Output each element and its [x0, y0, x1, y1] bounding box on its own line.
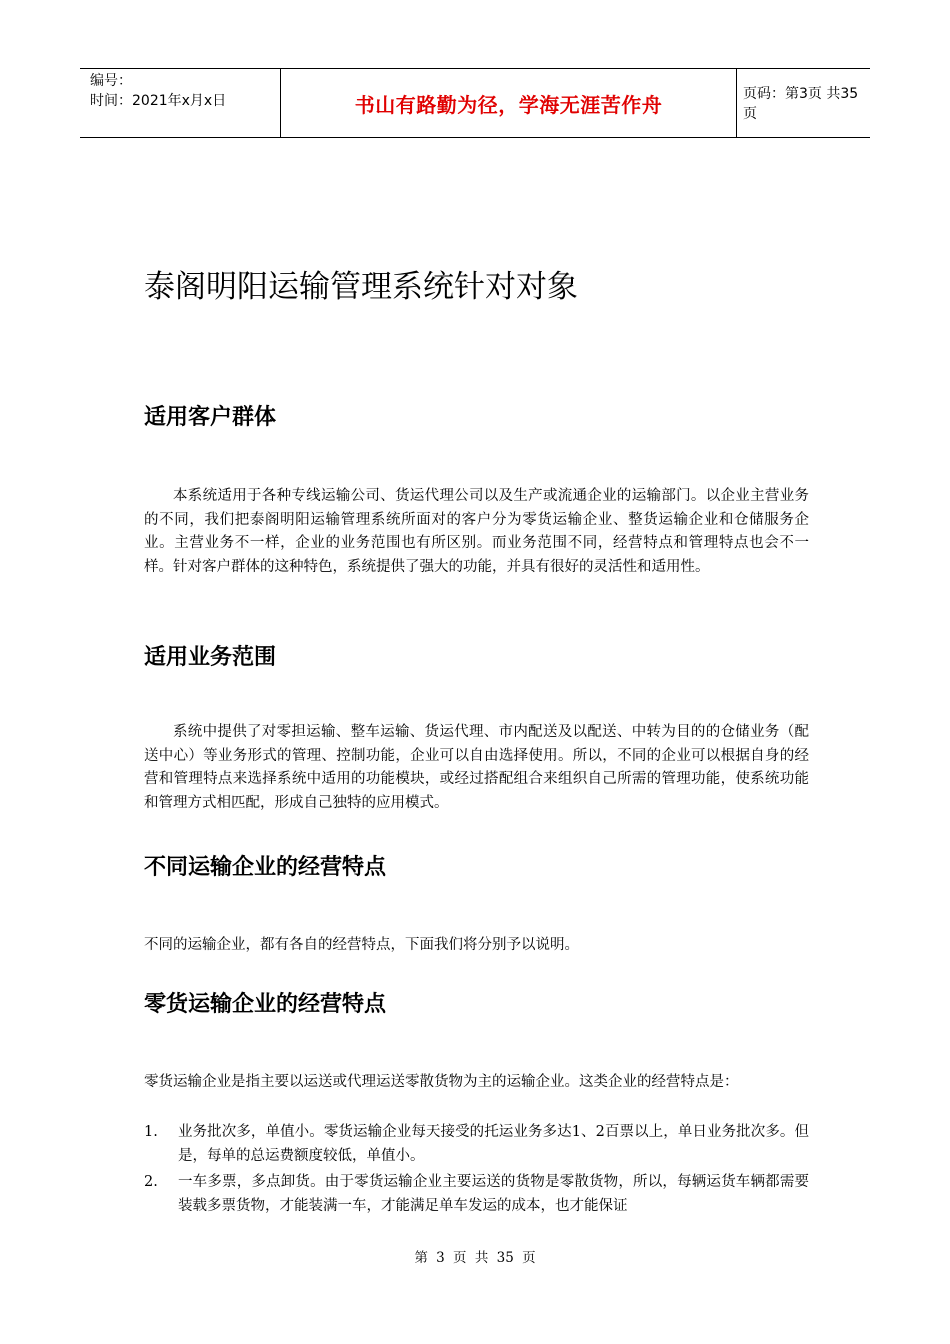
page-footer: 第 3 页 共 35 页	[414, 1250, 536, 1266]
feature-list	[144, 1121, 809, 1221]
list-item-text: 业务批次多，单值小。零货运输企业每天接受的托运业务多达1、2百票以上，单日业务批次多。但是，每单的总运费额度较低，单值小。	[178, 1124, 809, 1164]
time-label: 时间：2021年x月x日	[90, 93, 227, 109]
list-item-number: 2.	[144, 1174, 158, 1190]
section-heading-scope: 适用业务范围	[144, 645, 277, 670]
section-body-lcl: 零货运输企业是指主要以运送或代理运送零散货物为主的运输企业。这类企业的经营特点是：	[144, 1074, 739, 1090]
number-label: 编号：	[90, 73, 132, 89]
section-heading-lcl: 零货运输企业的经营特点	[144, 992, 387, 1017]
list-item	[144, 1171, 809, 1218]
list-item-number: 1.	[144, 1124, 158, 1140]
header-page-info: 页码：第3页 共35页	[743, 86, 859, 122]
section-heading-features: 不同运输企业的经营特点	[144, 855, 387, 880]
page-header	[80, 68, 870, 138]
document-title: 泰阁明阳运输管理系统针对对象	[144, 269, 578, 305]
section-body-features: 不同的运输企业，都有各自的经营特点，下面我们将分别予以说明。	[144, 937, 579, 953]
header-meta	[90, 71, 280, 111]
section-body-customers: 本系统适用于各种专线运输公司、货运代理公司以及生产或流通企业的运输部门。以企业主营业务的不同，我们把泰阁明阳运输管理系统所面对的客户分为零货运输企业、整货运输企业和仓储服务企业。主营业务不一样，企业的业务范围也有所区别。而业务范围不同，经营特点和管理特点也会不一样。针对客户群体的这种特色，系统提供了强大的功能，并具有很好的灵活性和适用性。	[144, 488, 809, 575]
section-body-scope: 系统中提供了对零担运输、整车运输、货运代理、市内配送及以配送、中转为目的的仓储业务（配送中心）等业务形式的管理、控制功能，企业可以自由选择使用。所以，不同的企业可以根据自身的经营和管理特点来选择系统中适用的功能模块，或经过搭配组合来组织自己所需的管理功能，使系统功能和管理方式相匹配，形成自己独特的应用模式。	[144, 724, 809, 811]
list-item	[144, 1121, 809, 1168]
section-heading-customers: 适用客户群体	[144, 405, 277, 430]
header-motto: 书山有路勤为径，学海无涯苦作舟	[280, 69, 737, 137]
list-item-text: 一车多票，多点卸货。由于零货运输企业主要运送的货物是零散货物，所以，每辆运货车辆都需要装载多票货物，才能装满一车，才能满足单车发运的成本，也才能保证	[178, 1174, 809, 1214]
